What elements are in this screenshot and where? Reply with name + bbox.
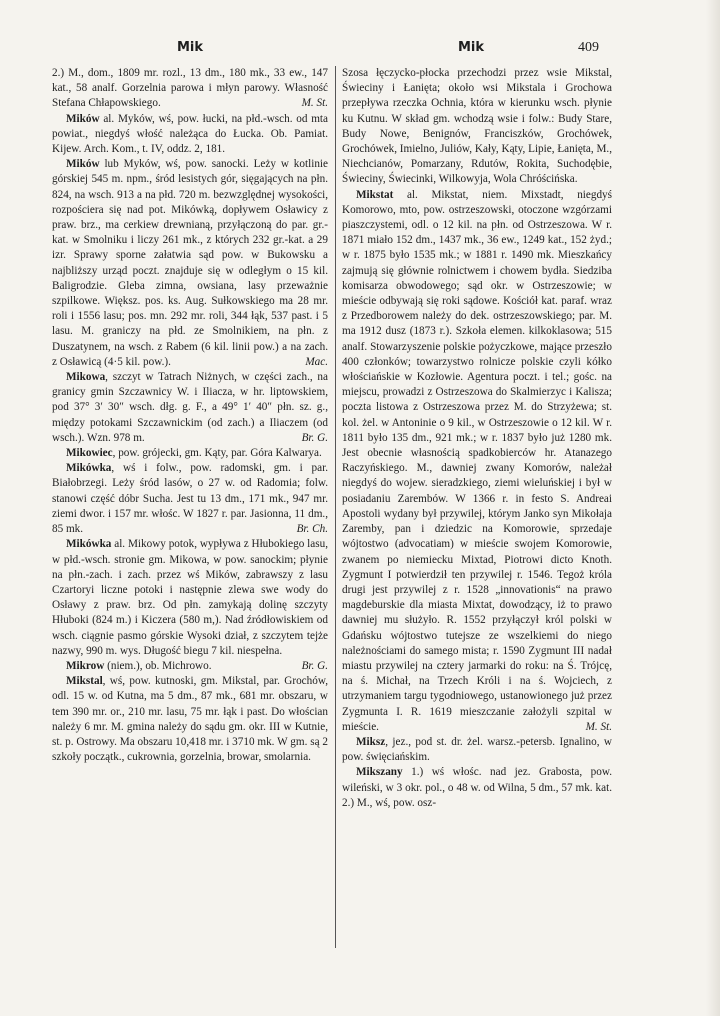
dictionary-entry	[342, 188, 612, 735]
column-divider	[335, 66, 336, 948]
author-signature: Br. G.	[301, 431, 328, 444]
entry-text: , wś i folw., pow. radomski, gm. i par. Białobrzegi. Leży śród lasów, o 27 w. od Radomia; folw. stanowi część dóbr Sucha. Jest tu 13 dm., 171 mk., 947 mr. ziemi dwor. i 157 mr. włośc. W 1827 r. par. Jasionna, 11 dm., 85 mk.	[52, 462, 328, 536]
author-signature: M. St.	[585, 720, 612, 733]
entry-headword: Miksz	[356, 735, 386, 748]
entry-text: al. Mikstat, niem. Mixstadt, niegdyś Komorowo, mto, pow. ostrzeszowski, otoczone wzgórzami piaszczystemi, odl. o 12 kil. na płn. od Ostrzeszowa. W r. 1871 miało 152 dm., 1437 mk., 36 ew., 1249 kat., 152 żyd.; w r. 1875 było 1535 mk.; w 1881 r. 1490 mk. Mieszkańcy zajmują się głównie rolnictwem i chowem bydła. Siedziba komisarza obwodowego; sąd okr. w Ostrzeszowie; w mieście odbywają się roki sądowe. Kościół kat. paraf. wraz z Przedborowem należy do dek. ostrzeszowskiego; par. M. ma 1912 dusz (1873 r.). Szkoła elemen. kilkoklasowa; 515 analf. Stowarzyszenie polskie pożyczkowe, mające przeszło 400 członków; towarzystwo rolnicze polskie czyli kółko włościańskie w Kozłowie. Agentura poczt. i tel.; gośc. na miejscu, prowadzi z Ostrzeszowa do Skalmierzyc i Kalisza; poczta listowa z Ostrzeszowa przez M. do Strzyżewa; st. kol. żel. w Antoninie o 9 kil., w Ostrzeszowie o 12 kil. W r. 1811 było 135 dm., 921 mk.; w r. 1837 było już 1280 mk. Jest obecnie własnością spadkobierców hr. Atanazego Raczyńskiego. M., dawniej zwany Komorów, należał niegdyś do wojew. sieradzkiego, ziemi wieluńskiej i był w posiadaniu Zarembów. W 1366 r. in festo S. Andreai Apostoli wydany był przywilej, którym Janko syn Mikołaja Zaremby, pan i dziedzic na Komorowie, sprzedaje wójtostwo (advocatiam) w mieście swojem Komorowie, zwanem po niemiecku Mixtad, Piotrowi dicto Knoth. Zygmunt I potwierdził ten przywilej r. 1546. Tegoż króla drugi jest przywilej z r. 1528 „innovationis“ na prawo magdeburskie dla miasta Mixtat, dowodzący, iż to prawo dawniej mu służyło. R. 1552 przyłączył król polski w Gdańsku wójtostwo tutejsze ze wszelkiemi do niego należnościami do samego mista; r. 1590 Zygmunt III nadał miastu przywilej na cztery jarmarki do roku: na Ś. Trójcę, na ś. Michał, na Trzech Króli i na ś. Wojciech, z utrzymaniem targu tygodniowego, ustanowionego już przez Zygmunta I. R. 1619 mieszczanie założyli szpital w mieście.	[342, 188, 612, 733]
entry-text: lub Myków, wś, pow. sanocki. Leży w kotlinie górskiej 545 m. npm., śród lesistych gór, sięgających na płn. 824, na wsch. 913 a na płd. 720 m. bezwzględnej wysokości, rozpościera się nad pot. Mikówką, dopływem Osławicy z praw. brz., ma cerkiew drewnianą, przyłączoną do par. gr.-kat. w Smolniku i liczy 261 mk., z których 232 gr.-kat. a 29 izr. Sprawy sporne załatwia sąd pow. w Bukowsku a najbliższy urząd poczt. znajduje się w odległym o 15 kil. Baligrodzie. Gleba zimna, owsiana, lasy przeważnie szpilkowe. Większ. pos. ks. Aug. Sułkowskiego ma 28 mr. roli i 1556 lasu; pos. mn. 292 mr. roli, 344 łąk, 537 past. i 5 lasu. M. graniczy na płd. ze Smolnikiem, na płn. z Duszatynem, na wsch. z Rabem (6 kil. linii pow.) a na zach. z Osławicą (4·5 kil. pow.).	[52, 158, 328, 368]
header-left-keyword: Mik	[177, 40, 204, 55]
dictionary-entry	[52, 446, 328, 461]
entry-headword: Mikszany	[356, 766, 403, 779]
page-number: 409	[578, 40, 599, 55]
entry-text: , pow. grójecki, gm. Kąty, par. Góra Kalwarya.	[112, 447, 322, 460]
dictionary-entry	[52, 674, 328, 765]
entry-text: (niem.), ob. Michrowo.	[104, 659, 212, 672]
entry-text: , jez., pod st. dr. żel. warsz.-petersb. Ignalino, w pow. święciańskim.	[342, 735, 612, 764]
entry-headword: Mikowa	[66, 371, 106, 384]
dictionary-entry	[342, 735, 612, 765]
entry-headword: Mikrow	[66, 659, 105, 672]
author-signature: M. St.	[301, 97, 328, 110]
entry-text: 2.) M., dom., 1809 mr. rozl., 13 dm., 180 mk., 33 ew., 147 kat., 58 analf. Gorzelnia parowa i młyn parowy. Własność Stefana Chłapowskiego.	[52, 67, 328, 110]
page-edge-shadow	[706, 0, 720, 1016]
dictionary-entry	[342, 765, 612, 811]
entry-text: al. Mikowy potok, wypływa z Hłubokiego lasu, w płd.-wsch. stronie gm. Mikowa, w pow. sanockim; płynie na płn.-zach. i zach. przez wś Mików, zabrawszy z lasu Czartoryi liczne potoki i następnie zlewa swe wody do Osławy z praw. brz. Od płn. zamykają dolinę szczyty Hłuboki (824 m.) i Kiczera (580 m,). Nad źródłowiskiem od wsch. ciągnie pasmo górskie Wysoki dział, z szczytem tejże nazwy, 990 m. wys. Długość biegu 7 kil. niespełna.	[52, 538, 328, 657]
entry-headword: Mikówka	[66, 462, 112, 475]
dictionary-entry	[52, 461, 328, 537]
dictionary-entry	[52, 370, 328, 446]
entry-text: , szczyt w Tatrach Niżnych, w części zach., na granicy gmin Szczawnicy W. i Iliacza, w hr. liptowskiem, pod 37° 3′ 30″ wsch. dłg. g. F., a 49° 1′ 40″ płn. sz. g., między potokami Szczawnickim (od zach.) a Iliaczem (od wsch.). Wzn. 978 m.	[52, 371, 328, 444]
entry-text: , wś, pow. kutnoski, gm. Mikstal, par. Grochów, odl. 15 w. od Kutna, ma 5 dm., 87 mk., 681 mr. obszaru, w tem 390 mr. or., 210 mr. lasu, 75 mr. łąk i past. Do włościan należy 6 mr. M. gmina należy do sądu gm. okr. III w Kutnie, st. p. Ostrowy. Ma obszaru 10,418 mr. i 3710 mk. W gm. są 2 szkoły początk., cukrownia, gorzelnia, browar, smolarnia.	[52, 675, 328, 764]
entry-headword: Mików	[66, 158, 100, 171]
dictionary-entry	[52, 112, 328, 158]
header-right-keyword: Mik	[458, 40, 485, 55]
dictionary-entry	[52, 157, 328, 370]
dictionary-entry	[52, 66, 328, 112]
entry-text: Szosa łęczycko-płocka przechodzi przez wsie Mikstal, Świeciny i Łanięta; około wsi Mikstala i Grochowa przepływa rzeczka Ochnia, która w kierunku wsch. płynie ku Kutnu. W skład gm. wchodzą wsie i folw.: Budy Stare, Budy Nowe, Benignów, Franciszków, Grochówek, Grochówek, Imielno, Juliów, Kały, Kąty, Lipie, Łanięta, M., Niechcianów, Pomarzany, Rdutów, Rokita, Suchodębie, Świeciny, Świecinki, Wilkowyja, Wola Chróścińska.	[342, 67, 612, 186]
entry-text: 1.) wś włośc. nad jez. Grabosta, pow. wileński, w 3 okr. pol., o 48 w. od Wilna, 5 dm., 57 mk. kat. 2.) M., wś, pow. osz-	[342, 766, 612, 809]
entry-headword: Mikstat	[356, 188, 394, 201]
entry-headword: Mikstal	[66, 675, 103, 688]
right-column	[342, 66, 612, 952]
author-signature: Br. G.	[301, 659, 328, 672]
author-signature: Mac.	[305, 355, 328, 368]
author-signature: Br. Ch.	[296, 523, 328, 536]
entry-headword: Mikówka	[66, 538, 112, 551]
entry-text: al. Myków, wś, pow. łucki, na płd.-wsch. od mta powiat., niegdyś włość należąca do Łucka. Ob. Pamiat. Kijew. Arch. Kom., t. IV, oddz. 2, 181.	[52, 112, 328, 156]
entry-headword: Mikowiec	[66, 447, 113, 460]
entry-headword: Mików	[66, 112, 100, 125]
dictionary-entry	[342, 66, 612, 188]
left-column	[52, 66, 328, 952]
